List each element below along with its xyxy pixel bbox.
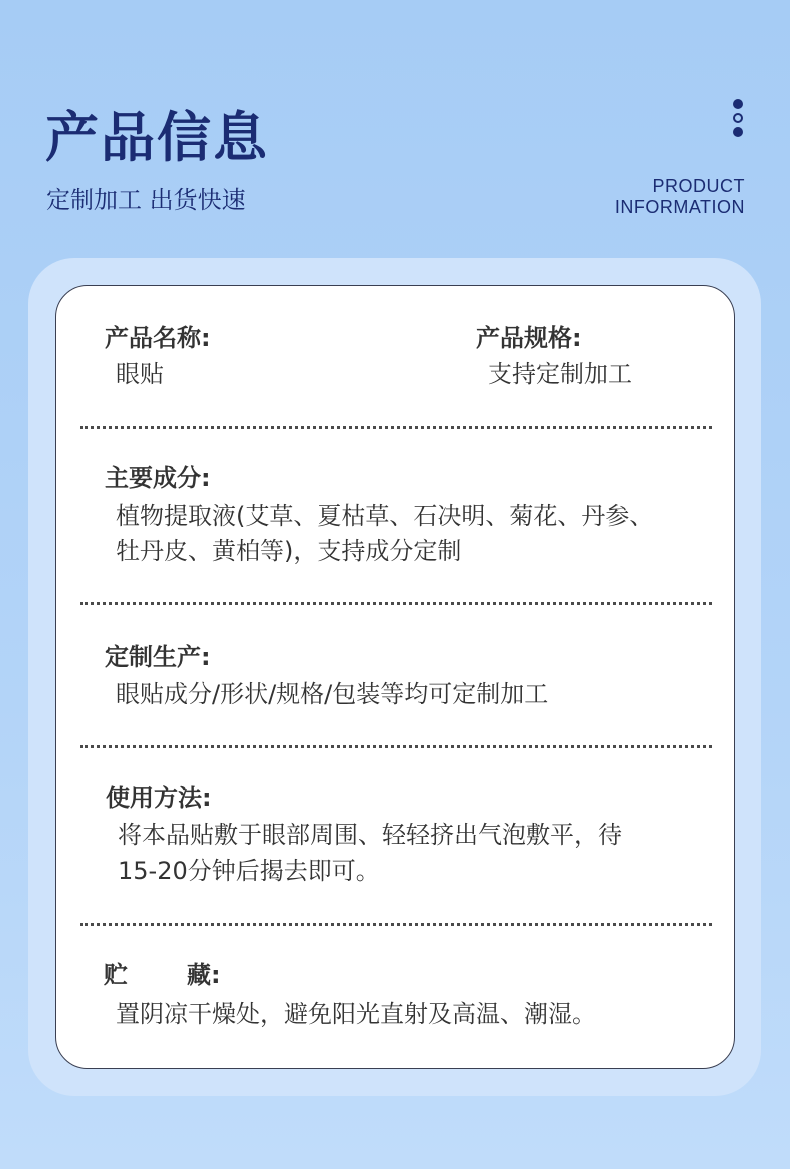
storage-label-part2: 藏: xyxy=(187,961,221,989)
page-subtitle: 定制加工 出货快速 xyxy=(46,186,246,214)
page-title: 产品信息 xyxy=(45,106,269,169)
dots-icon xyxy=(733,99,745,141)
english-heading-line1: PRODUCT xyxy=(652,176,745,196)
english-heading-line2: INFORMATION xyxy=(614,197,745,217)
product-spec-label: 产品规格: xyxy=(476,324,582,352)
usage-value-line1: 将本品贴敷于眼部周围、轻轻挤出气泡敷平，待 xyxy=(118,821,622,849)
product-name-value: 眼贴 xyxy=(116,360,164,388)
ingredients-label: 主要成分: xyxy=(105,464,211,492)
dotted-divider xyxy=(80,426,712,429)
custom-production-value: 眼贴成分/形状/规格/包装等均可定制加工 xyxy=(116,680,549,708)
product-spec-value: 支持定制加工 xyxy=(488,360,632,388)
dotted-divider xyxy=(80,602,712,605)
english-heading xyxy=(615,176,745,218)
storage-label-part1: 贮 xyxy=(104,961,128,989)
dot-filled-icon xyxy=(733,99,743,109)
ingredients-value-line1: 植物提取液(艾草、夏枯草、石决明、菊花、丹参、 xyxy=(116,502,654,530)
dotted-divider xyxy=(80,745,712,748)
usage-label: 使用方法: xyxy=(106,784,212,812)
storage-value: 置阴凉干燥处，避免阳光直射及高温、潮湿。 xyxy=(116,1000,596,1028)
dot-ring-icon xyxy=(733,113,743,123)
ingredients-value-line2: 牡丹皮、黄柏等)，支持成分定制 xyxy=(116,537,462,565)
custom-production-label: 定制生产: xyxy=(105,643,211,671)
usage-value-line2: 15-20分钟后揭去即可。 xyxy=(118,857,380,885)
product-name-label: 产品名称: xyxy=(105,324,211,352)
dot-filled-icon xyxy=(733,127,743,137)
dotted-divider xyxy=(80,923,712,926)
